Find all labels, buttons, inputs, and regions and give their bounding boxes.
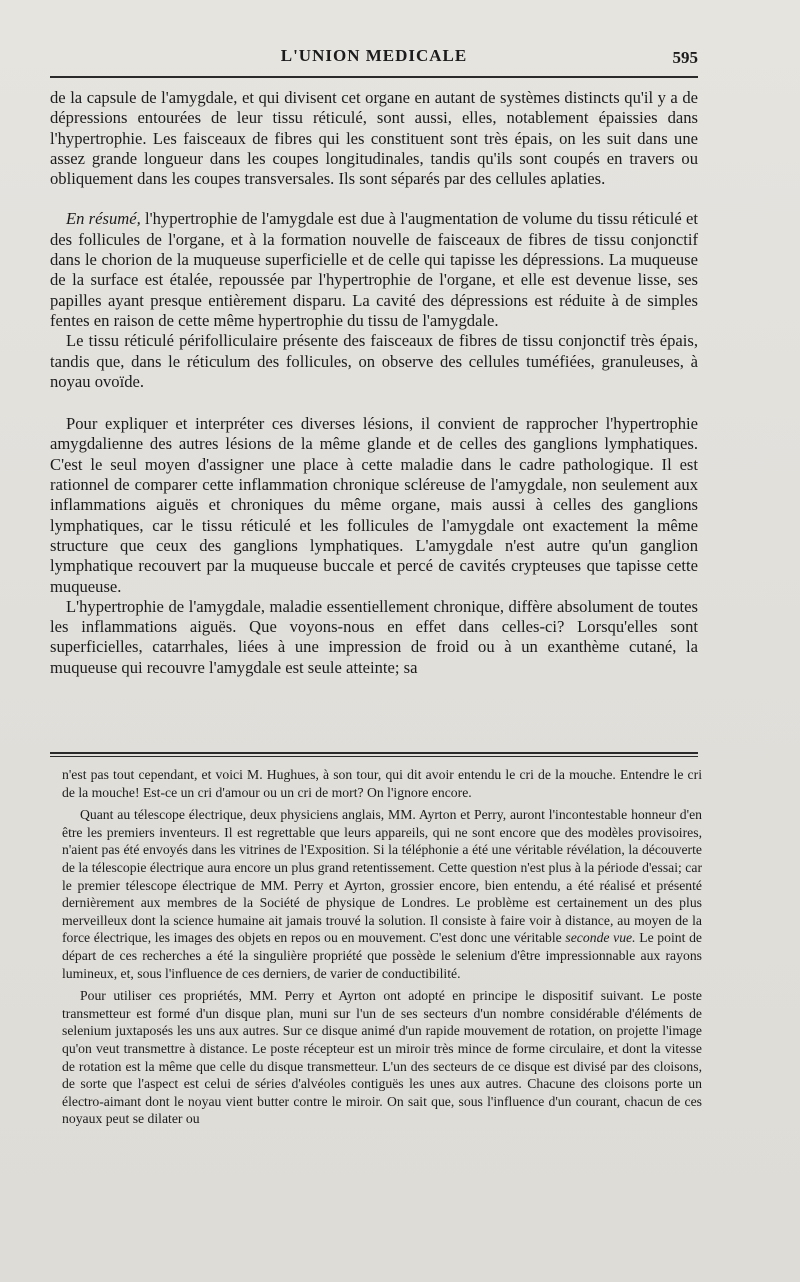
resume-emphasis: En résumé,: [66, 209, 141, 229]
paragraph-tissu-reticule: Le tissu réticulé périfolliculaire présente des faisceaux de fibres de tissu conjonctif très épais, tandis que, dans le réticulum des follicules, on observe des cellules tuméfiées, granuleuses, à noyau ovoïde.: [50, 331, 698, 391]
feuilleton-paragraph-mouche: n'est pas tout cependant, et voici M. Hughues, à son tour, qui dit avoir entendu le cri de la mouche. Entendre le cri de la mouche! Est-ce un cri d'amour ou un cri de mort? On l'ignore encore.: [62, 767, 702, 800]
telescope-text-a: Quant au télescope électrique, deux physiciens anglais, MM. Ayrton et Perry, auront l'incontestable honneur d'en être les premiers inventeurs. Il est regrettable que leurs appareils, qui ne sont encore que des modèles provisoires, n'aient pas été envoyés dans les vitrines de l'Exposition. Si la téléphonie a été une véritable révélation, la découverte de la télescopie électrique aura encore un plus grand retentissement. Cette question n'est plus à la période d'essai; car le premier télescope électrique de MM. Perry et Ayrton, grossier encore, bien entendu, a été réalisé et présenté dernièrement aux membres de la Société de physique de Londres. Le problème est certainement un des plus merveilleux dont la science humaine ait jamais trouvé la solution. Il consiste à faire voir à distance, au moyen de la force électrique, les images des objets en repos ou en mouvement. C'est donc une véritable: [62, 807, 702, 946]
page-number: 595: [672, 48, 698, 67]
feuilleton-paragraph-telescope: [62, 806, 702, 982]
telescope-text-b: Le point de départ de ces recherches a été la singulière propriété que possède le selenium d'être impressionnable aux rayons lumineux, et, sous l'influence de ces derniers, de varier de conductibilité.: [62, 930, 703, 981]
page-header: [50, 46, 698, 72]
header-rule: [50, 76, 698, 78]
paragraph-capsule: de la capsule de l'amygdale, et qui divisent cet organe en autant de systèmes distincts qu'il y a de dépressions entourées de leur tissu réticulé, sont aussi, elles, notablement épaissies dans l'hypertrophie. Les faisceaux de fibres qui les constituent sont très épais, on les suit dans une assez grande longueur dans les coupes longitudinales, tandis qu'ils sont coupés en travers ou obliquement dans les coupes transversales. Ils sont séparés par des cellules aplaties.: [50, 88, 698, 189]
main-article: [50, 88, 698, 678]
paragraph-resume: [50, 209, 698, 331]
feuilleton-separator: [50, 752, 698, 757]
running-title: L'UNION MEDICALE: [280, 46, 468, 65]
resume-text: l'hypertrophie de l'amygdale est due à l'augmentation de volume du tissu réticulé et des follicules de l'organe, et à la formation nouvelle de faisceaux de fibres de tissu conjonctif dans le chorion de la muqueuse superficielle et de celle qui tapisse les dépressions. La muqueuse de la surface est étalée, repoussée par l'hypertrophie de l'organe, et elle est devenue lisse, ses papilles ayant presque entièrement disparu. La cavité des dépressions est réduite à de simples fentes en raison de cette même hypertrophie du tissu de l'amygdale.: [50, 209, 698, 330]
feuilleton-section: [62, 766, 702, 1128]
seconde-vue-emphasis: seconde vue.: [565, 930, 636, 946]
paragraph-hypertrophie: L'hypertrophie de l'amygdale, maladie essentiellement chronique, diffère absolument de toutes les inflammations aiguës. Que voyons-nous en effet dans celles-ci? Lorsqu'elles sont superficielles, catarrhales, liées à une impression de froid ou à un exanthème cutané, la muqueuse qui recouvre l'amygdale est seule atteinte; sa: [50, 596, 698, 677]
paragraph-expliquer: Pour expliquer et interpréter ces diverses lésions, il convient de rapprocher l'hypertrophie amygdalienne des autres lésions de la même glande et de celles des ganglions lymphatiques. C'est le seul moyen d'assigner une place à cette maladie dans le cadre pathologique. Il est rationnel de comparer cette inflammation chronique scléreuse de l'amygdale, non seulement aux inflammations aiguës et chroniques du même organe, mais aussi à celles des ganglions lymphatiques, car le tissu réticulé et les follicules de l'amygdale ont exactement la même structure que ceux des ganglions lymphatiques. L'amygdale n'est autre qu'un ganglion lymphatique recouvert par la muqueuse buccale et percé de cavités crypteuses que tapisse cette muqueuse.: [50, 414, 698, 596]
feuilleton-paragraph-proprietes: Pour utiliser ces propriétés, MM. Perry et Ayrton ont adopté en principe le dispositif suivant. Le poste transmetteur est formé d'un disque plan, muni sur l'un de ses secteurs d'un nombre considérable d'éléments de selenium juxtaposés les uns aux autres. Sur ce disque animé d'un rapide mouvement de rotation, on projette l'image qu'on veut transmettre à distance. Le poste récepteur est un miroir très mince de forme circulaire, et dont la vitesse de rotation est la même que celle du disque transmetteur. L'un des secteurs de ce disque est divisé par des cloisons, de sorte que l'aspect est celui de séries d'alvéoles contiguës les unes aux autres. Chacune des cloisons porte un électro-aimant dont le noyau vient butter contre le miroir. On sait que, sous l'influence d'un courant, chacun de ces noyaux peut se dilater ou: [62, 988, 702, 1127]
